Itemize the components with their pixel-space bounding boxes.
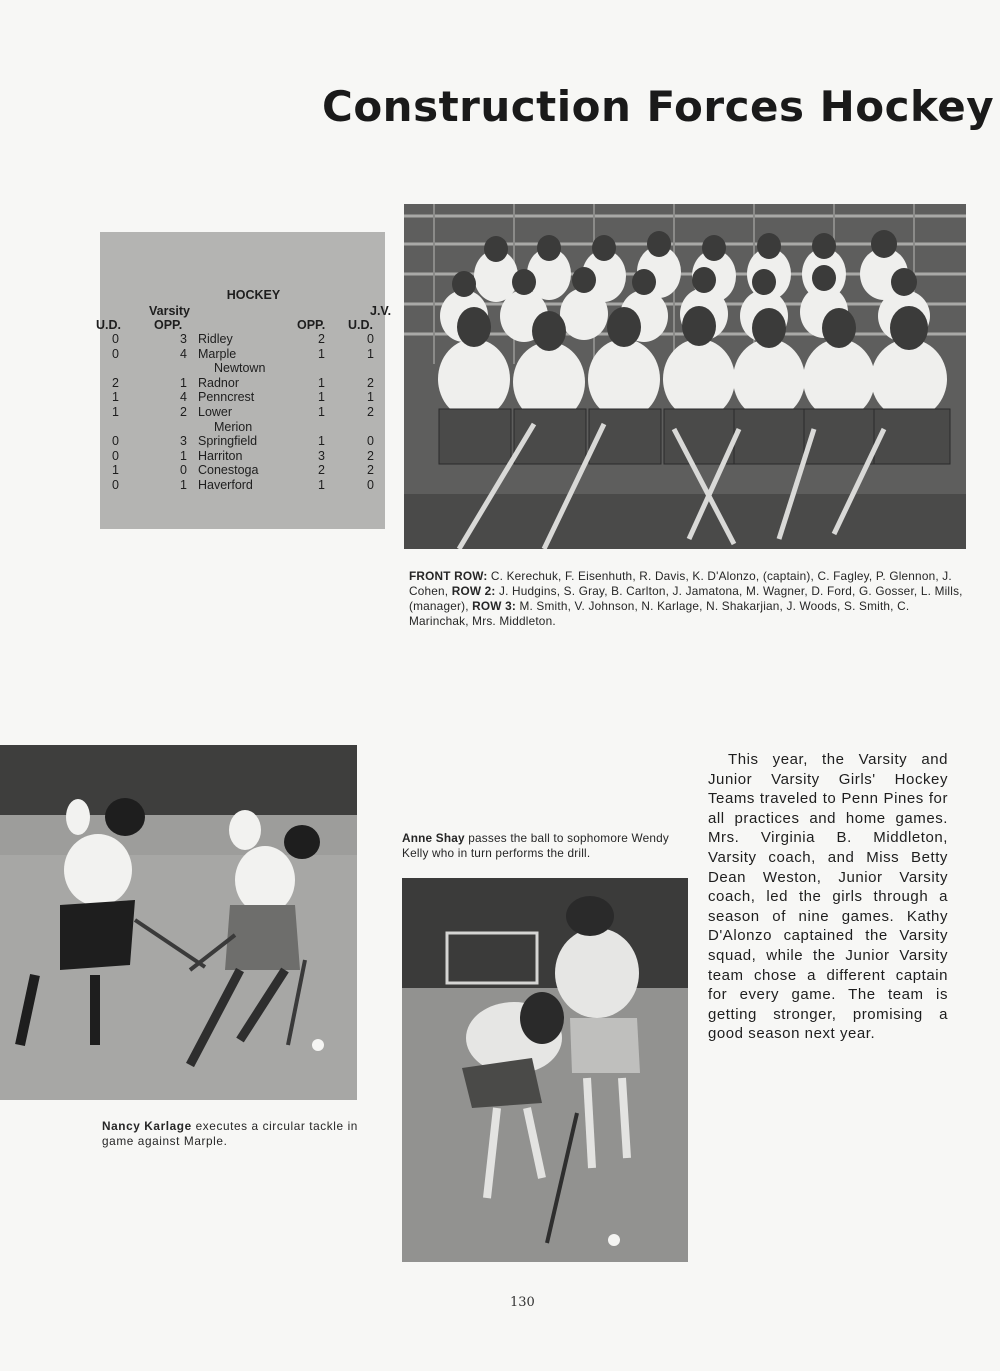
score-row: 1 4 Penncrest 1 1 [112,390,374,405]
col-jv-opp: OPP. [297,318,326,332]
tackle-photo [0,745,357,1100]
score-row: 0 1 Haverford 1 0 [112,477,374,492]
col-varsity-opp: OPP. [154,318,183,332]
score-row: 0 4 Marple 1 1 [112,346,374,361]
drill-photo-caption [402,831,694,861]
page-number: 130 [510,1295,535,1310]
varsity-label: Varsity [149,304,191,318]
nancy-name: Nancy Karlage [102,1119,192,1133]
row3-label: ROW 3: [472,599,516,613]
page-title: Construction Forces Hockey [322,82,995,131]
score-rows [100,332,385,493]
anne-caption-text: passes the ball to sophomore Wendy Kelly who in turn performs the drill. [402,831,669,860]
col-jv-ud: U.D. [348,318,373,332]
row2-label: ROW 2: [451,584,496,598]
team-photo [404,204,966,549]
drill-photo [402,878,688,1262]
row3-names: M. Smith, V. Johnson, N. Karlage, N. Shakarjian, J. Woods, S. Smith, C. Marinchak, Mrs. Middleton. [409,599,910,628]
score-row: Newtown [214,361,266,376]
score-row: 1 0 Conestoga 2 2 [112,463,374,478]
score-row: 1 2 Lower 1 2 [112,404,374,419]
score-row: 0 3 Ridley 2 0 [112,332,374,346]
row2-names: J. Hudgins, S. Gray, B. Carlton, J. Jamatona, M. Wagner, D. Ford, G. Gosser, L. Mills, (manager), [409,584,963,613]
score-table-title: HOCKEY [226,288,281,302]
article-body: This year, the Varsity and Junior Varsity Girls' Hockey Teams traveled to Penn Pines for all practices and home games. Mrs. Virginia B. Middleton, Varsity coach, and Miss Betty Dean Weston, Junior Varsity coach, led the girls through a season of nine games. Kathy D'Alonzo captained the Varsity squad, while the Junior Varsity team chose a different captain for every game. The team is getting stronger, promising a good season next year. [708,751,948,1043]
nancy-caption-text: executes a circular tackle in game against Marple. [102,1119,358,1148]
col-varsity-ud: U.D. [96,318,121,332]
front-row-label: FRONT ROW: [409,569,488,583]
front-row-names: C. Kerechuk, F. Eisenhuth, R. Davis, K. D'Alonzo, (captain), C. Fagley, P. Glennon, J. Cohen, [409,569,952,598]
hockey-score-table [96,232,392,529]
tackle-photo-caption [102,1119,364,1149]
team-photo-caption [409,569,969,629]
score-row: 2 1 Radnor 1 2 [112,375,374,390]
anne-name: Anne Shay [402,831,465,845]
jv-label: J.V. [370,304,392,318]
score-row: Merion [214,419,253,434]
score-row: 0 3 Springfield 1 0 [112,434,374,449]
score-row: 0 1 Harriton 3 2 [112,448,374,463]
